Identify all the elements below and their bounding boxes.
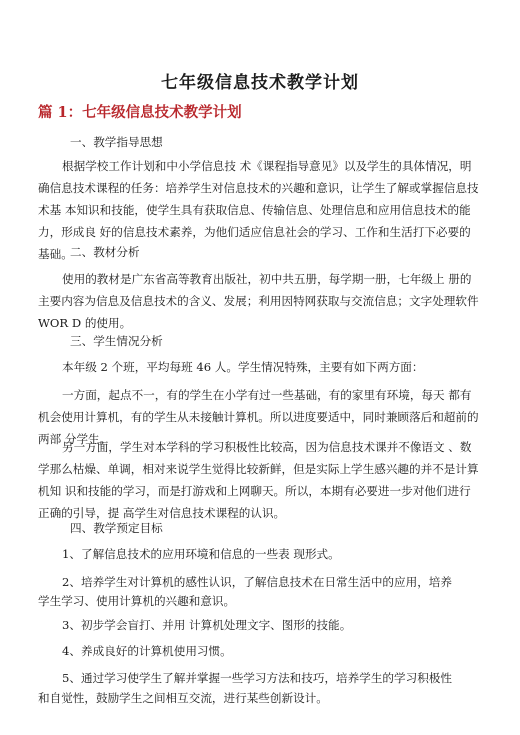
goal-item-1: 1、了解信息技术的应用环境和信息的一些表 现形式。 <box>62 547 340 561</box>
goal-item-2-line-1: 2、培养学生对计算机的感性认识，了解信息技术在日常生活中的应用，培养 <box>62 575 452 589</box>
heading-teaching-guideline: 一、教学指导思想 <box>70 135 163 149</box>
heading-textbook-analysis: 二、教材分析 <box>70 245 140 259</box>
goal-item-5-line-1: 5、通过学习使学生了解并掌握一些学习方法和技巧，培养学生的学习积极性 <box>62 671 452 685</box>
paragraph-teaching-guideline: 根据学校工作计划和中小学信息技 术《课程指导意见》以及学生的具体情况，明确信息技术课程的任务：培养学生对信息技术的兴趣和意识，让学生了解或掌握信息技术基 本知识和技能，使学生具有获取信息、传输信息、处理信息和应用信息技术的能力，形成良 好的信息技术素养，为他们适应信息社会的学习、工作和生活打下必要的基础。 <box>38 159 479 261</box>
paragraph-textbook-analysis: 使用的教材是广东省高等教育出版社，初中共五册，每学期一册，七年级上 册的主要内容为信息及信息技术的含义、发展；利用因特网获取与交流信息；文字处理软件 WOR D 的使用。 <box>38 272 479 330</box>
paragraph-student-count: 本年级 2 个班，平均每班 46 人。学生情况特殊，主要有如下两方面： <box>62 360 424 374</box>
heading-teaching-goals: 四、教学预定目标 <box>70 521 163 535</box>
goal-item-4: 4、养成良好的计算机使用习惯。 <box>62 644 232 658</box>
paragraph-student-aspect-2: 另一方面，学生对本学科的学习积极性比较高，因为信息技术课并不像语文 、数学那么枯燥、单调，相对来说学生觉得比较新鲜，但是实际上学生感兴趣的并不是计算机知 识和技能的学习，而是打游戏和上网聊天。所以，本期有必要进一步对他们进行正确的引导，提 高学生对信息技术课程的认识。 <box>38 440 479 520</box>
heading-student-analysis: 三、学生情况分析 <box>70 334 163 348</box>
paragraph-student-aspect-1: 一方面，起点不一，有的学生在小学有过一些基础，有的家里有环境，每天 都有机会使用计算机，有的学生从未接触计算机。所以进度要适中，同时兼顾落后和超前的两部 分学生。 <box>38 388 479 446</box>
goal-item-5-line-2: 和自觉性，鼓励学生之间相互交流，进行某些创新设计。 <box>38 691 328 705</box>
page-title: 七年级信息技术教学计划 <box>161 73 359 93</box>
goal-item-2-line-2: 学生学习、使用计算机的兴趣和意识。 <box>38 594 236 608</box>
goal-item-3: 3、初步学会盲打、并用 计算机处理文字、图形的技能。 <box>62 618 352 632</box>
section-subtitle: 篇 1：七年级信息技术教学计划 <box>38 104 242 121</box>
